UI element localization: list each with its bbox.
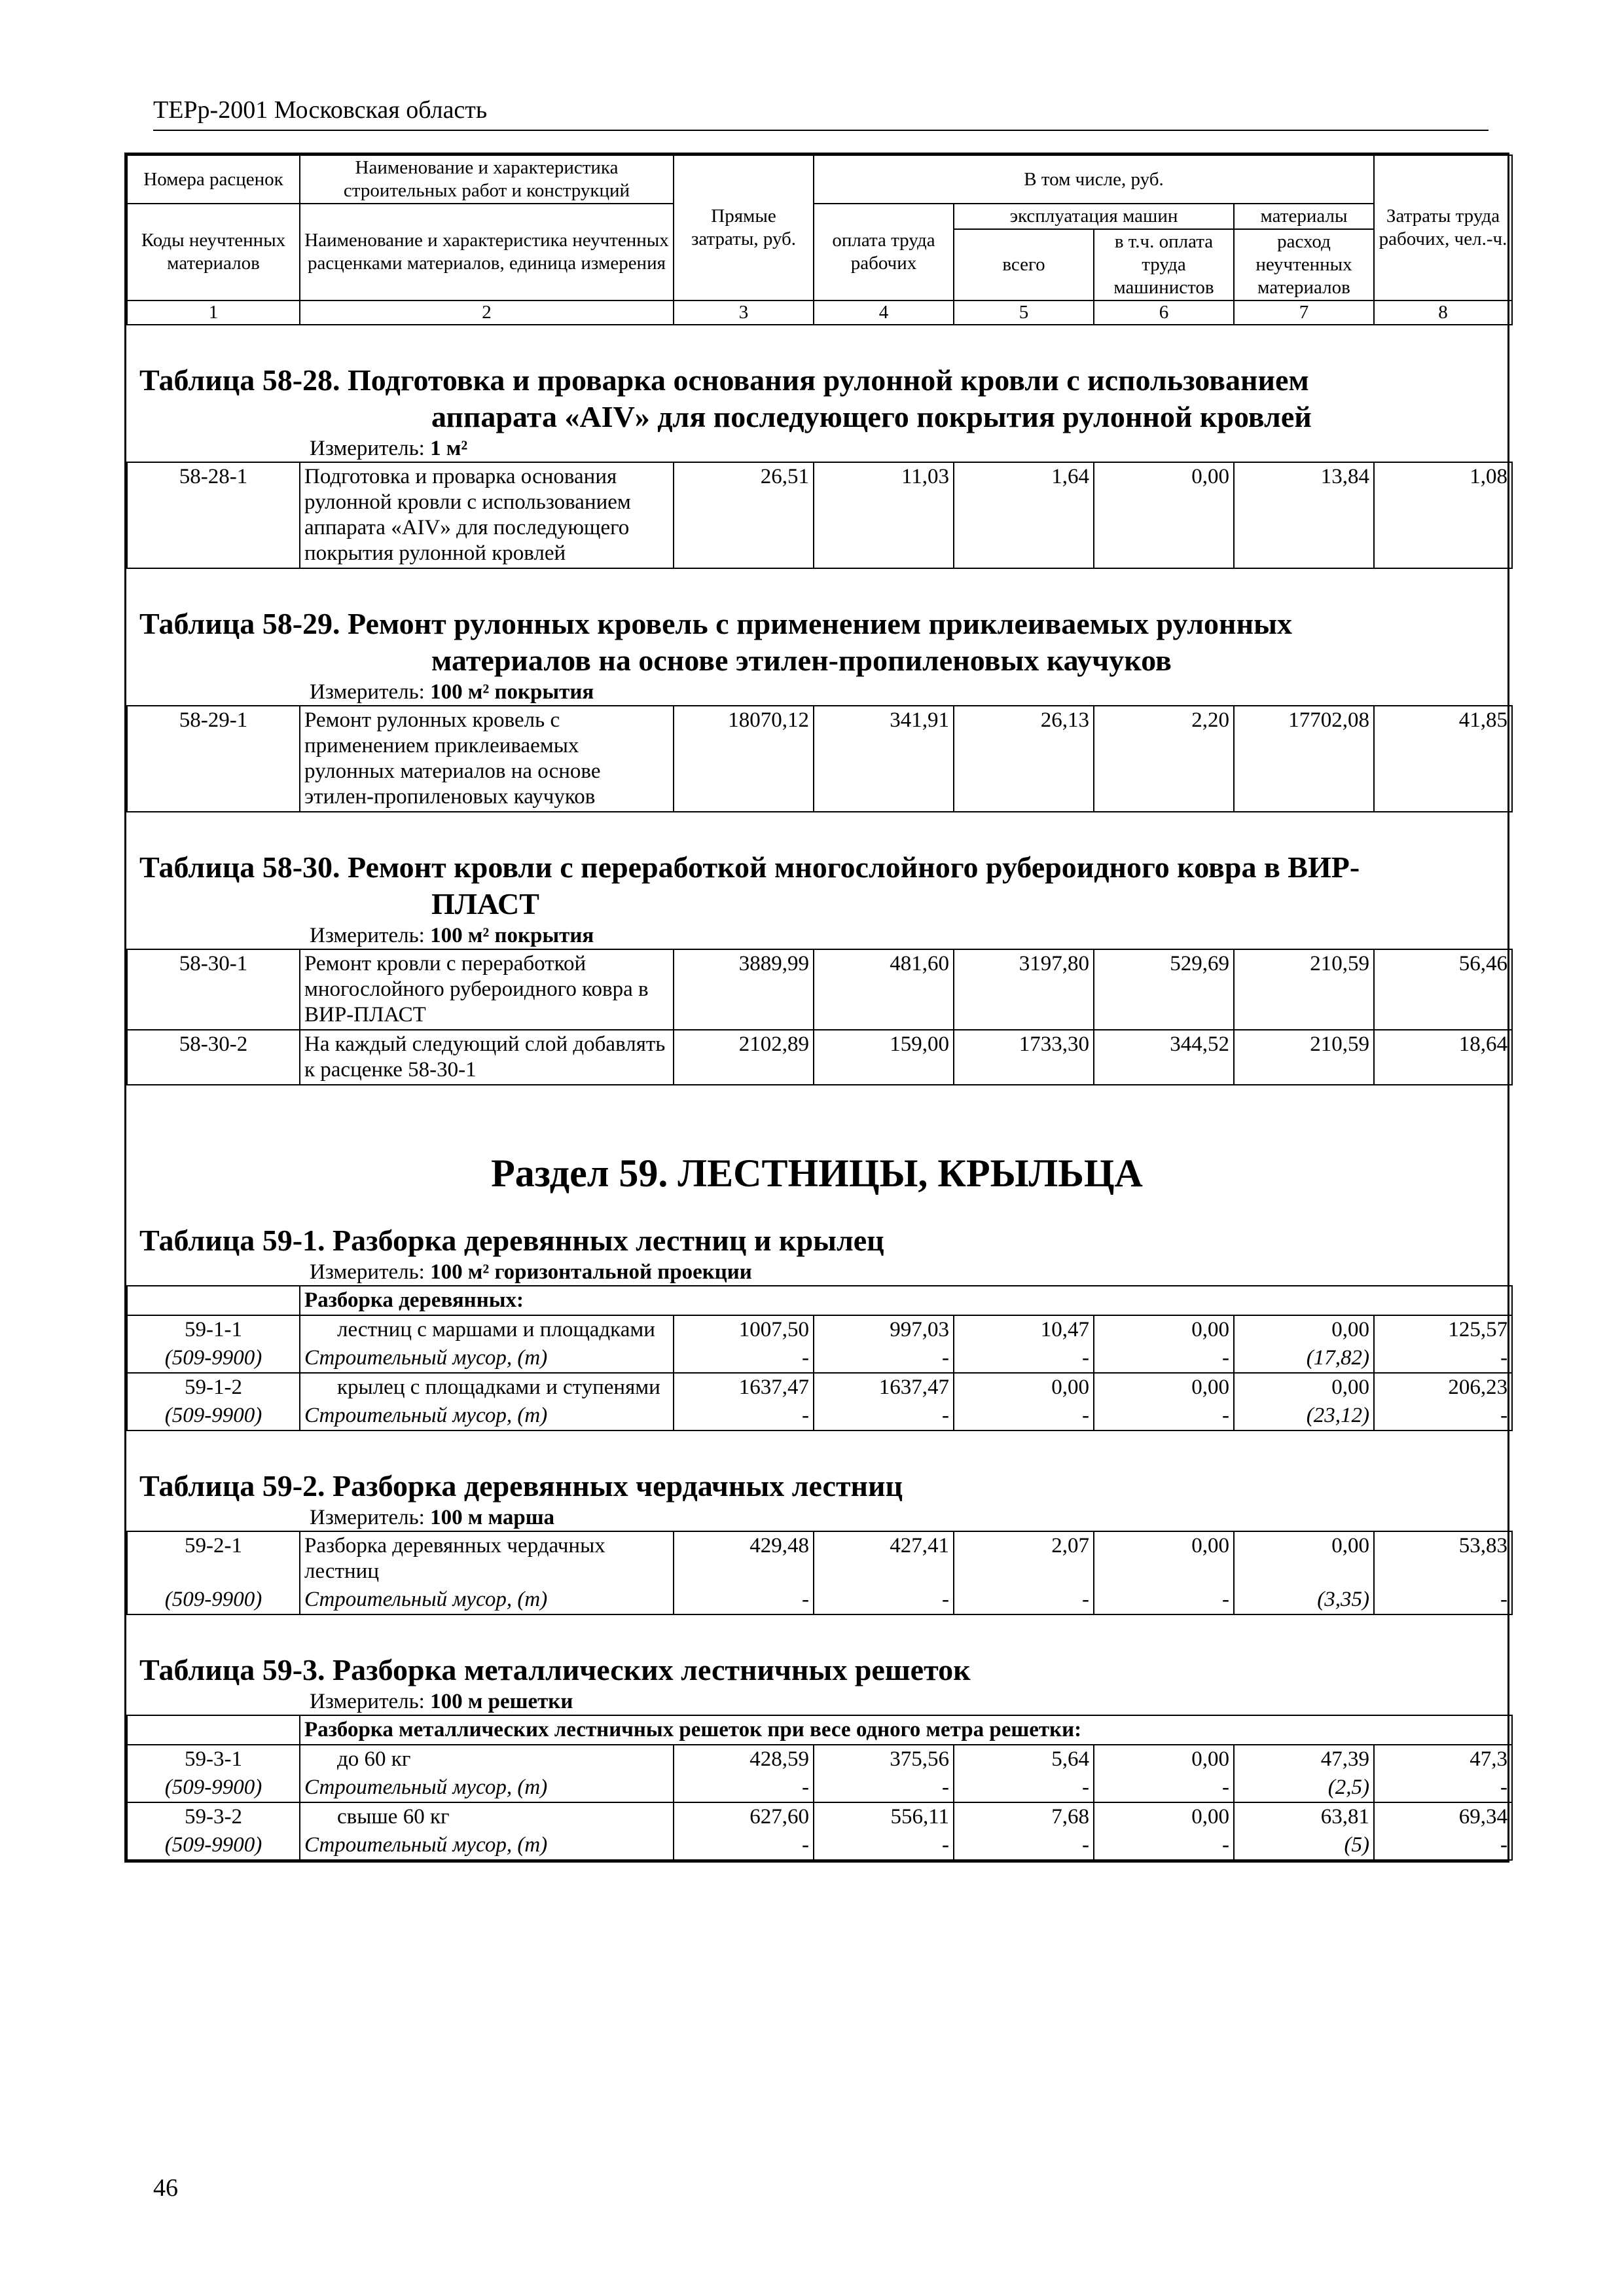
- col-head-materials: материалы: [1234, 204, 1374, 229]
- table-row: [127, 1030, 1512, 1085]
- cell-materials: 47,39: [1234, 1745, 1374, 1774]
- rates-table: [126, 1285, 1513, 1431]
- rate-name: лестниц с маршами и площадками: [300, 1315, 674, 1344]
- col-num: 4: [814, 301, 954, 325]
- cell-machines: 7,68: [954, 1802, 1094, 1831]
- measure: [126, 1688, 1507, 1715]
- cell-operators: 0,00: [1094, 1745, 1234, 1774]
- measure: [126, 1259, 1507, 1285]
- cell-dash: -: [954, 1402, 1094, 1430]
- cell-machines: 2,07: [954, 1531, 1094, 1586]
- table-title-line: Таблица 59-3. Разборка металлических лестничных решеток: [139, 1653, 971, 1686]
- cell-machines: 1,64: [954, 462, 1094, 568]
- col-num: 7: [1234, 301, 1374, 325]
- cell-dash: -: [1374, 1586, 1512, 1614]
- table-row: [127, 1315, 1512, 1344]
- cell-labor: 481,60: [814, 949, 954, 1030]
- col-head-8: Затраты труда рабочих, чел.-ч.: [1374, 155, 1512, 301]
- header-rule: [153, 130, 1489, 131]
- cell-direct: 2102,89: [674, 1030, 814, 1085]
- cell-dash: -: [1094, 1774, 1234, 1802]
- cell-operators: 529,69: [1094, 949, 1234, 1030]
- col-num: 2: [300, 301, 674, 325]
- rates-table: [126, 1715, 1513, 1861]
- cell-direct: 627,60: [674, 1802, 814, 1831]
- cell-dash: -: [954, 1831, 1094, 1860]
- measure-value: 100 м марша: [430, 1506, 555, 1529]
- cell-machines: 26,13: [954, 706, 1094, 812]
- measure-label: Измеритель:: [310, 1690, 425, 1713]
- cell-operators: 0,00: [1094, 1531, 1234, 1586]
- rate-code: 59-1-2: [127, 1373, 300, 1402]
- running-header: ТЕРр-2001 Московская область: [153, 96, 488, 124]
- cell-operators: 0,00: [1094, 1315, 1234, 1344]
- material-code: (509-9900): [127, 1402, 300, 1430]
- cell-hours: 47,3: [1374, 1745, 1512, 1774]
- cell-direct: 18070,12: [674, 706, 814, 812]
- rate-name: свыше 60 кг: [300, 1802, 674, 1831]
- table-row: [127, 462, 1512, 568]
- table-title-line: Таблица 59-1. Разборка деревянных лестниц и крылец: [139, 1224, 884, 1257]
- cell-labor: 11,03: [814, 462, 954, 568]
- table-title-line: ПЛАСТ: [431, 887, 539, 920]
- cell-labor: 556,11: [814, 1802, 954, 1831]
- rates-table: [126, 949, 1513, 1085]
- table-row: [127, 1802, 1512, 1831]
- page-number: 46: [153, 2174, 178, 2202]
- measure: [126, 922, 1507, 949]
- rate-code: 59-2-1: [127, 1531, 300, 1586]
- cell-labor: 375,56: [814, 1745, 954, 1774]
- cell-dash: -: [674, 1586, 814, 1614]
- cell-dash: -: [814, 1586, 954, 1614]
- cell-materials: 63,81: [1234, 1802, 1374, 1831]
- table-row: [127, 706, 1512, 812]
- cell-materials: 210,59: [1234, 949, 1374, 1030]
- cell-hours: 53,83: [1374, 1531, 1512, 1586]
- cell-dash: -: [1374, 1831, 1512, 1860]
- rate-name: Ремонт кровли с переработкой многослойного рубероидного ковра в ВИР-ПЛАСТ: [300, 949, 674, 1030]
- col-head-4: оплата труда рабочих: [814, 204, 954, 301]
- cell-dash: -: [1094, 1402, 1234, 1430]
- table-title-line: Таблица 58-29. Ремонт рулонных кровель с применением приклеиваемых рулонных: [139, 607, 1292, 640]
- cell-material-qty: (17,82): [1234, 1344, 1374, 1373]
- cell-operators: 344,52: [1094, 1030, 1234, 1085]
- cell-dash: -: [954, 1586, 1094, 1614]
- cell-direct: 1637,47: [674, 1373, 814, 1402]
- cell-hours: 56,46: [1374, 949, 1512, 1030]
- cell-labor: 1637,47: [814, 1373, 954, 1402]
- cell-dash: -: [1374, 1774, 1512, 1802]
- material-code: (509-9900): [127, 1831, 300, 1860]
- rate-code: 59-3-1: [127, 1745, 300, 1774]
- rate-code: 58-28-1: [127, 462, 300, 568]
- cell-dash: -: [674, 1774, 814, 1802]
- rate-name: Ремонт рулонных кровель с применением приклеиваемых рулонных материалов на основе этилен-пропиленовых каучуков: [300, 706, 674, 812]
- measure: [126, 435, 1507, 462]
- rate-code: 59-1-1: [127, 1315, 300, 1344]
- subtitle-row: [127, 1715, 1512, 1745]
- cell-hours: 18,64: [1374, 1030, 1512, 1085]
- cell-dash: -: [814, 1402, 954, 1430]
- cell-machines: 1733,30: [954, 1030, 1094, 1085]
- rate-name: до 60 кг: [300, 1745, 674, 1774]
- cell-labor: 427,41: [814, 1531, 954, 1586]
- col-head-2b: Наименование и характеристика неучтенных расценками материалов, единица измерения: [300, 204, 674, 301]
- cell-direct: 1007,50: [674, 1315, 814, 1344]
- cell-machines: 10,47: [954, 1315, 1094, 1344]
- cell-dash: -: [814, 1831, 954, 1860]
- measure-value: 100 м решетки: [430, 1690, 573, 1713]
- col-head-6: в т.ч. оплата труда машинистов: [1094, 229, 1234, 301]
- material-row: [127, 1402, 1512, 1430]
- col-num: 6: [1094, 301, 1234, 325]
- cell-dash: -: [1094, 1831, 1234, 1860]
- material-row: [127, 1831, 1512, 1860]
- table-title-line: Таблица 58-30. Ремонт кровли с переработкой многослойного рубероидного ковра в ВИР-: [139, 850, 1360, 884]
- material-name: Строительный мусор, (т): [300, 1831, 674, 1860]
- rates-table: [126, 1531, 1513, 1615]
- table-title: [126, 569, 1507, 679]
- measure-value: 1 м²: [430, 437, 468, 460]
- table-title-line: Таблица 58-28. Подготовка и проварка основания рулонной кровли с использованием: [139, 363, 1309, 397]
- cell-material-qty: (23,12): [1234, 1402, 1374, 1430]
- table-row: [127, 1373, 1512, 1402]
- table-title-line: материалов на основе этилен-пропиленовых каучуков: [431, 644, 1172, 677]
- material-row: [127, 1774, 1512, 1802]
- cell-hours: 206,23: [1374, 1373, 1512, 1402]
- cell-hours: 1,08: [1374, 462, 1512, 568]
- subtitle-row: [127, 1286, 1512, 1315]
- rate-code: 58-30-1: [127, 949, 300, 1030]
- cell-labor: 341,91: [814, 706, 954, 812]
- cell-materials: 0,00: [1234, 1373, 1374, 1402]
- cell-direct: 429,48: [674, 1531, 814, 1586]
- rate-name: крылец с площадками и ступенями: [300, 1373, 674, 1402]
- rate-code: 59-3-2: [127, 1802, 300, 1831]
- cell-material-qty: (3,35): [1234, 1586, 1374, 1614]
- measure: [126, 679, 1507, 705]
- cell-dash: -: [1374, 1402, 1512, 1430]
- cell-operators: 0,00: [1094, 462, 1234, 568]
- rate-name: На каждый следующий слой добавлять к расценке 58-30-1: [300, 1030, 674, 1085]
- table-title: [126, 1222, 1507, 1259]
- cell-labor: 997,03: [814, 1315, 954, 1344]
- col-head-7: расход неучтенных материалов: [1234, 229, 1374, 301]
- cell-machines: 3197,80: [954, 949, 1094, 1030]
- col-head-1a: Номера расценок: [127, 155, 300, 204]
- cell-dash: -: [674, 1344, 814, 1373]
- table-title: [126, 1615, 1507, 1688]
- column-header: [126, 155, 1513, 325]
- cell-operators: 2,20: [1094, 706, 1234, 812]
- material-name: Строительный мусор, (т): [300, 1344, 674, 1373]
- rates-table: [126, 462, 1513, 569]
- measure-label: Измеритель:: [310, 437, 425, 460]
- cell-dash: -: [674, 1402, 814, 1430]
- col-head-3: Прямые затраты, руб.: [674, 155, 814, 301]
- cell-direct: 428,59: [674, 1745, 814, 1774]
- rate-code: 58-29-1: [127, 706, 300, 812]
- col-head-5: всего: [954, 229, 1094, 301]
- rate-code: 58-30-2: [127, 1030, 300, 1085]
- cell-hours: 125,57: [1374, 1315, 1512, 1344]
- cell-materials: 0,00: [1234, 1531, 1374, 1586]
- material-name: Строительный мусор, (т): [300, 1586, 674, 1614]
- subtitle-spacer: [127, 1286, 300, 1315]
- cell-materials: 210,59: [1234, 1030, 1374, 1085]
- cell-labor: 159,00: [814, 1030, 954, 1085]
- measure-label: Измеритель:: [310, 924, 425, 947]
- subtitle: Разборка деревянных:: [300, 1286, 1512, 1315]
- cell-direct: 3889,99: [674, 949, 814, 1030]
- cell-hours: 69,34: [1374, 1802, 1512, 1831]
- material-row: [127, 1344, 1512, 1373]
- material-name: Строительный мусор, (т): [300, 1402, 674, 1430]
- table-title: [126, 325, 1507, 435]
- material-name: Строительный мусор, (т): [300, 1774, 674, 1802]
- table-title-line: аппарата «AIV» для последующего покрытия рулонной кровлей: [431, 400, 1312, 433]
- measure-value: 100 м² покрытия: [430, 924, 594, 947]
- rate-name: Разборка деревянных чердачных лестниц: [300, 1531, 674, 1586]
- rate-name: Подготовка и проварка основания рулонной кровли с использованием аппарата «AIV» для последующего покрытия рулонной кровлей: [300, 462, 674, 568]
- material-code: (509-9900): [127, 1344, 300, 1373]
- subtitle-spacer: [127, 1715, 300, 1745]
- cell-dash: -: [1094, 1586, 1234, 1614]
- material-row: [127, 1586, 1512, 1614]
- cell-dash: -: [1374, 1344, 1512, 1373]
- rates-table: [126, 705, 1513, 812]
- material-code: (509-9900): [127, 1774, 300, 1802]
- table-row: [127, 1745, 1512, 1774]
- measure-label: Измеритель:: [310, 1506, 425, 1529]
- cell-operators: 0,00: [1094, 1373, 1234, 1402]
- material-code: (509-9900): [127, 1586, 300, 1614]
- cell-dash: -: [1094, 1344, 1234, 1373]
- measure-label: Измеритель:: [310, 1260, 425, 1284]
- col-head-1b: Коды неучтенных материалов: [127, 204, 300, 301]
- price-table: [124, 153, 1509, 1863]
- col-head-machines: эксплуатация машин: [954, 204, 1234, 229]
- measure: [126, 1504, 1507, 1531]
- col-num: 5: [954, 301, 1094, 325]
- col-head-group: В том числе, руб.: [814, 155, 1374, 204]
- measure-value: 100 м² покрытия: [430, 680, 594, 704]
- cell-machines: 0,00: [954, 1373, 1094, 1402]
- col-head-2a: Наименование и характеристика строительных работ и конструкций: [300, 155, 674, 204]
- table-title: [126, 1431, 1507, 1504]
- cell-hours: 41,85: [1374, 706, 1512, 812]
- cell-material-qty: (2,5): [1234, 1774, 1374, 1802]
- measure-value: 100 м² горизонтальной проекции: [430, 1260, 752, 1284]
- cell-dash: -: [954, 1774, 1094, 1802]
- cell-materials: 0,00: [1234, 1315, 1374, 1344]
- cell-material-qty: (5): [1234, 1831, 1374, 1860]
- cell-machines: 5,64: [954, 1745, 1094, 1774]
- subtitle: Разборка металлических лестничных решеток при весе одного метра решетки:: [300, 1715, 1512, 1745]
- cell-operators: 0,00: [1094, 1802, 1234, 1831]
- table-row: [127, 1531, 1512, 1586]
- measure-label: Измеритель:: [310, 680, 425, 704]
- cell-dash: -: [814, 1774, 954, 1802]
- table-title: [126, 812, 1507, 922]
- table-row: [127, 949, 1512, 1030]
- cell-materials: 17702,08: [1234, 706, 1374, 812]
- cell-dash: -: [954, 1344, 1094, 1373]
- cell-direct: 26,51: [674, 462, 814, 568]
- cell-dash: -: [674, 1831, 814, 1860]
- col-num: 1: [127, 301, 300, 325]
- col-num: 3: [674, 301, 814, 325]
- section-title: Раздел 59. ЛЕСТНИЦЫ, КРЫЛЬЦА: [491, 1152, 1143, 1195]
- cell-materials: 13,84: [1234, 462, 1374, 568]
- cell-dash: -: [814, 1344, 954, 1373]
- col-num: 8: [1374, 301, 1512, 325]
- table-title-line: Таблица 59-2. Разборка деревянных чердачных лестниц: [139, 1469, 903, 1503]
